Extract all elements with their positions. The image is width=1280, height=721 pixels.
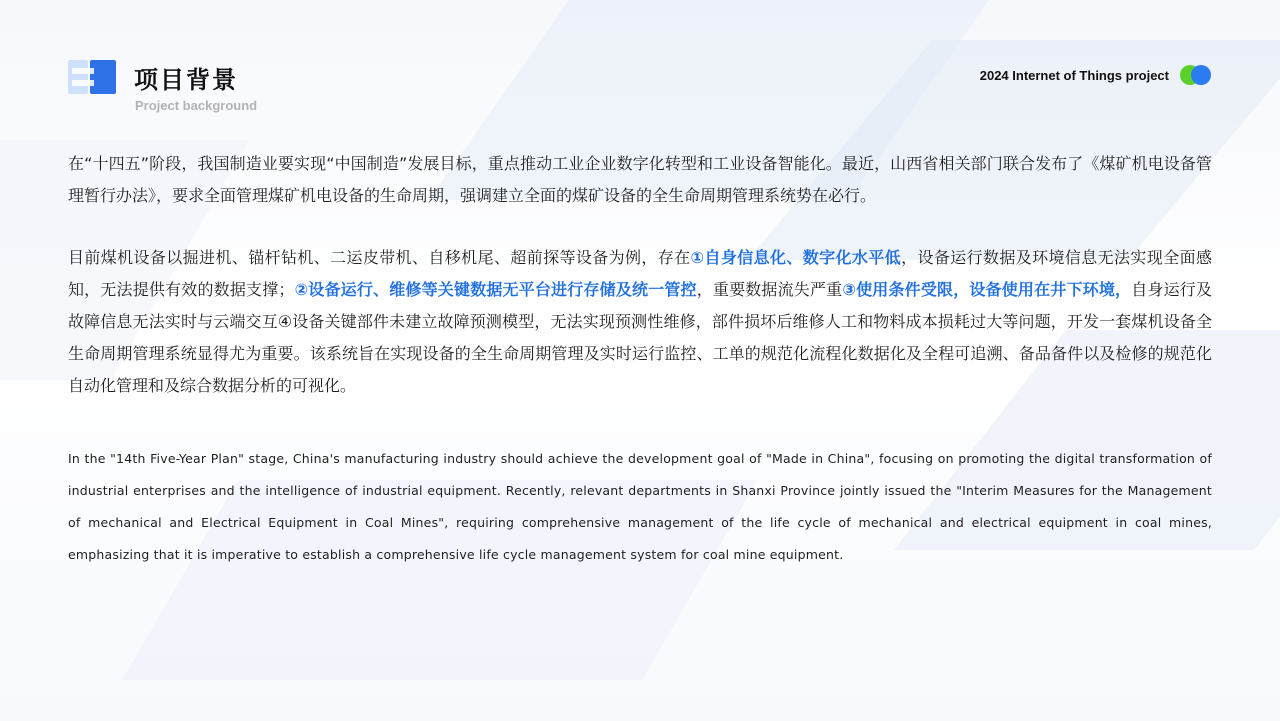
paragraph-cn-2 (68, 242, 1212, 402)
logo-blocks-icon (68, 60, 116, 94)
logo-block-dark (90, 60, 116, 94)
paragraph-text: ，设备运行数据及环境信息无法实现全面感知，无法提供有效的数据支撑； (68, 248, 1212, 299)
highlight-text: ③使用条件受限，设备使用在井下环境， (842, 280, 1132, 299)
paragraph-text: ，重要数据流失严重 (696, 280, 843, 299)
blue-dot (1191, 65, 1211, 85)
highlight-text: ①自身信息化、数字化水平低 (690, 248, 902, 267)
logo-block-light (68, 60, 88, 94)
logo-stripe (72, 80, 94, 86)
paragraph-cn-1: 在“十四五”阶段，我国制造业要实现“中国制造”发展目标，重点推动工业企业数字化转型和工业设备智能化。最近，山西省相关部门联合发布了《煤矿机电设备管理暂行办法》，要求全面管理煤矿机电设备的生命周期，强调建立全面的煤矿设备的全生命周期管理系统势在必行。 (68, 154, 1212, 205)
color-dots-icon (1180, 65, 1214, 85)
logo-stripe (72, 68, 94, 74)
project-label: 2024 Internet of Things project (979, 68, 1169, 83)
paragraph-text: 自身运行及故障信息无法实时与云端交互④设备关键部件未建立故障预测模型，无法实现预测性维修，部件损坏后维修人工和物料成本损耗过大等问题，开发一套煤机设备全生命周期管理系统显得尤为重要。该系统旨在实现设备的全生命周期管理及实时运行监控、工单的规范化流程化数据化及全程可追溯、备品备件以及检修的规范化自动化管理和及综合数据分析的可视化。 (68, 280, 1212, 395)
page-title: 项目背景 (134, 66, 238, 94)
paragraph-text: 目前煤机设备以掘进机、锚杆钻机、二运皮带机、自移机尾、超前探等设备为例，存在 (68, 248, 691, 267)
page-subtitle: Project background (135, 98, 258, 113)
highlight-text: ②设备运行、维修等关键数据无平台进行存储及统一管控 (294, 280, 697, 299)
paragraph-en: In the "14th Five-Year Plan" stage, China's manufacturing industry should achieve the development goal of "Made in China", focusing on promoting the digital transformation of industrial enterprises and the intelligence of industrial equipment. Recently, relevant departments in Shanxi Province jointly issued the "Interim Measures for the Management of mechanical and Electrical Equipment in Coal Mines", requiring comprehensive management of the life cycle of mechanical and electrical equipment in coal mines, emphasizing that it is imperative to establish a comprehensive life cycle management system for coal mine equipment. (68, 451, 1212, 562)
